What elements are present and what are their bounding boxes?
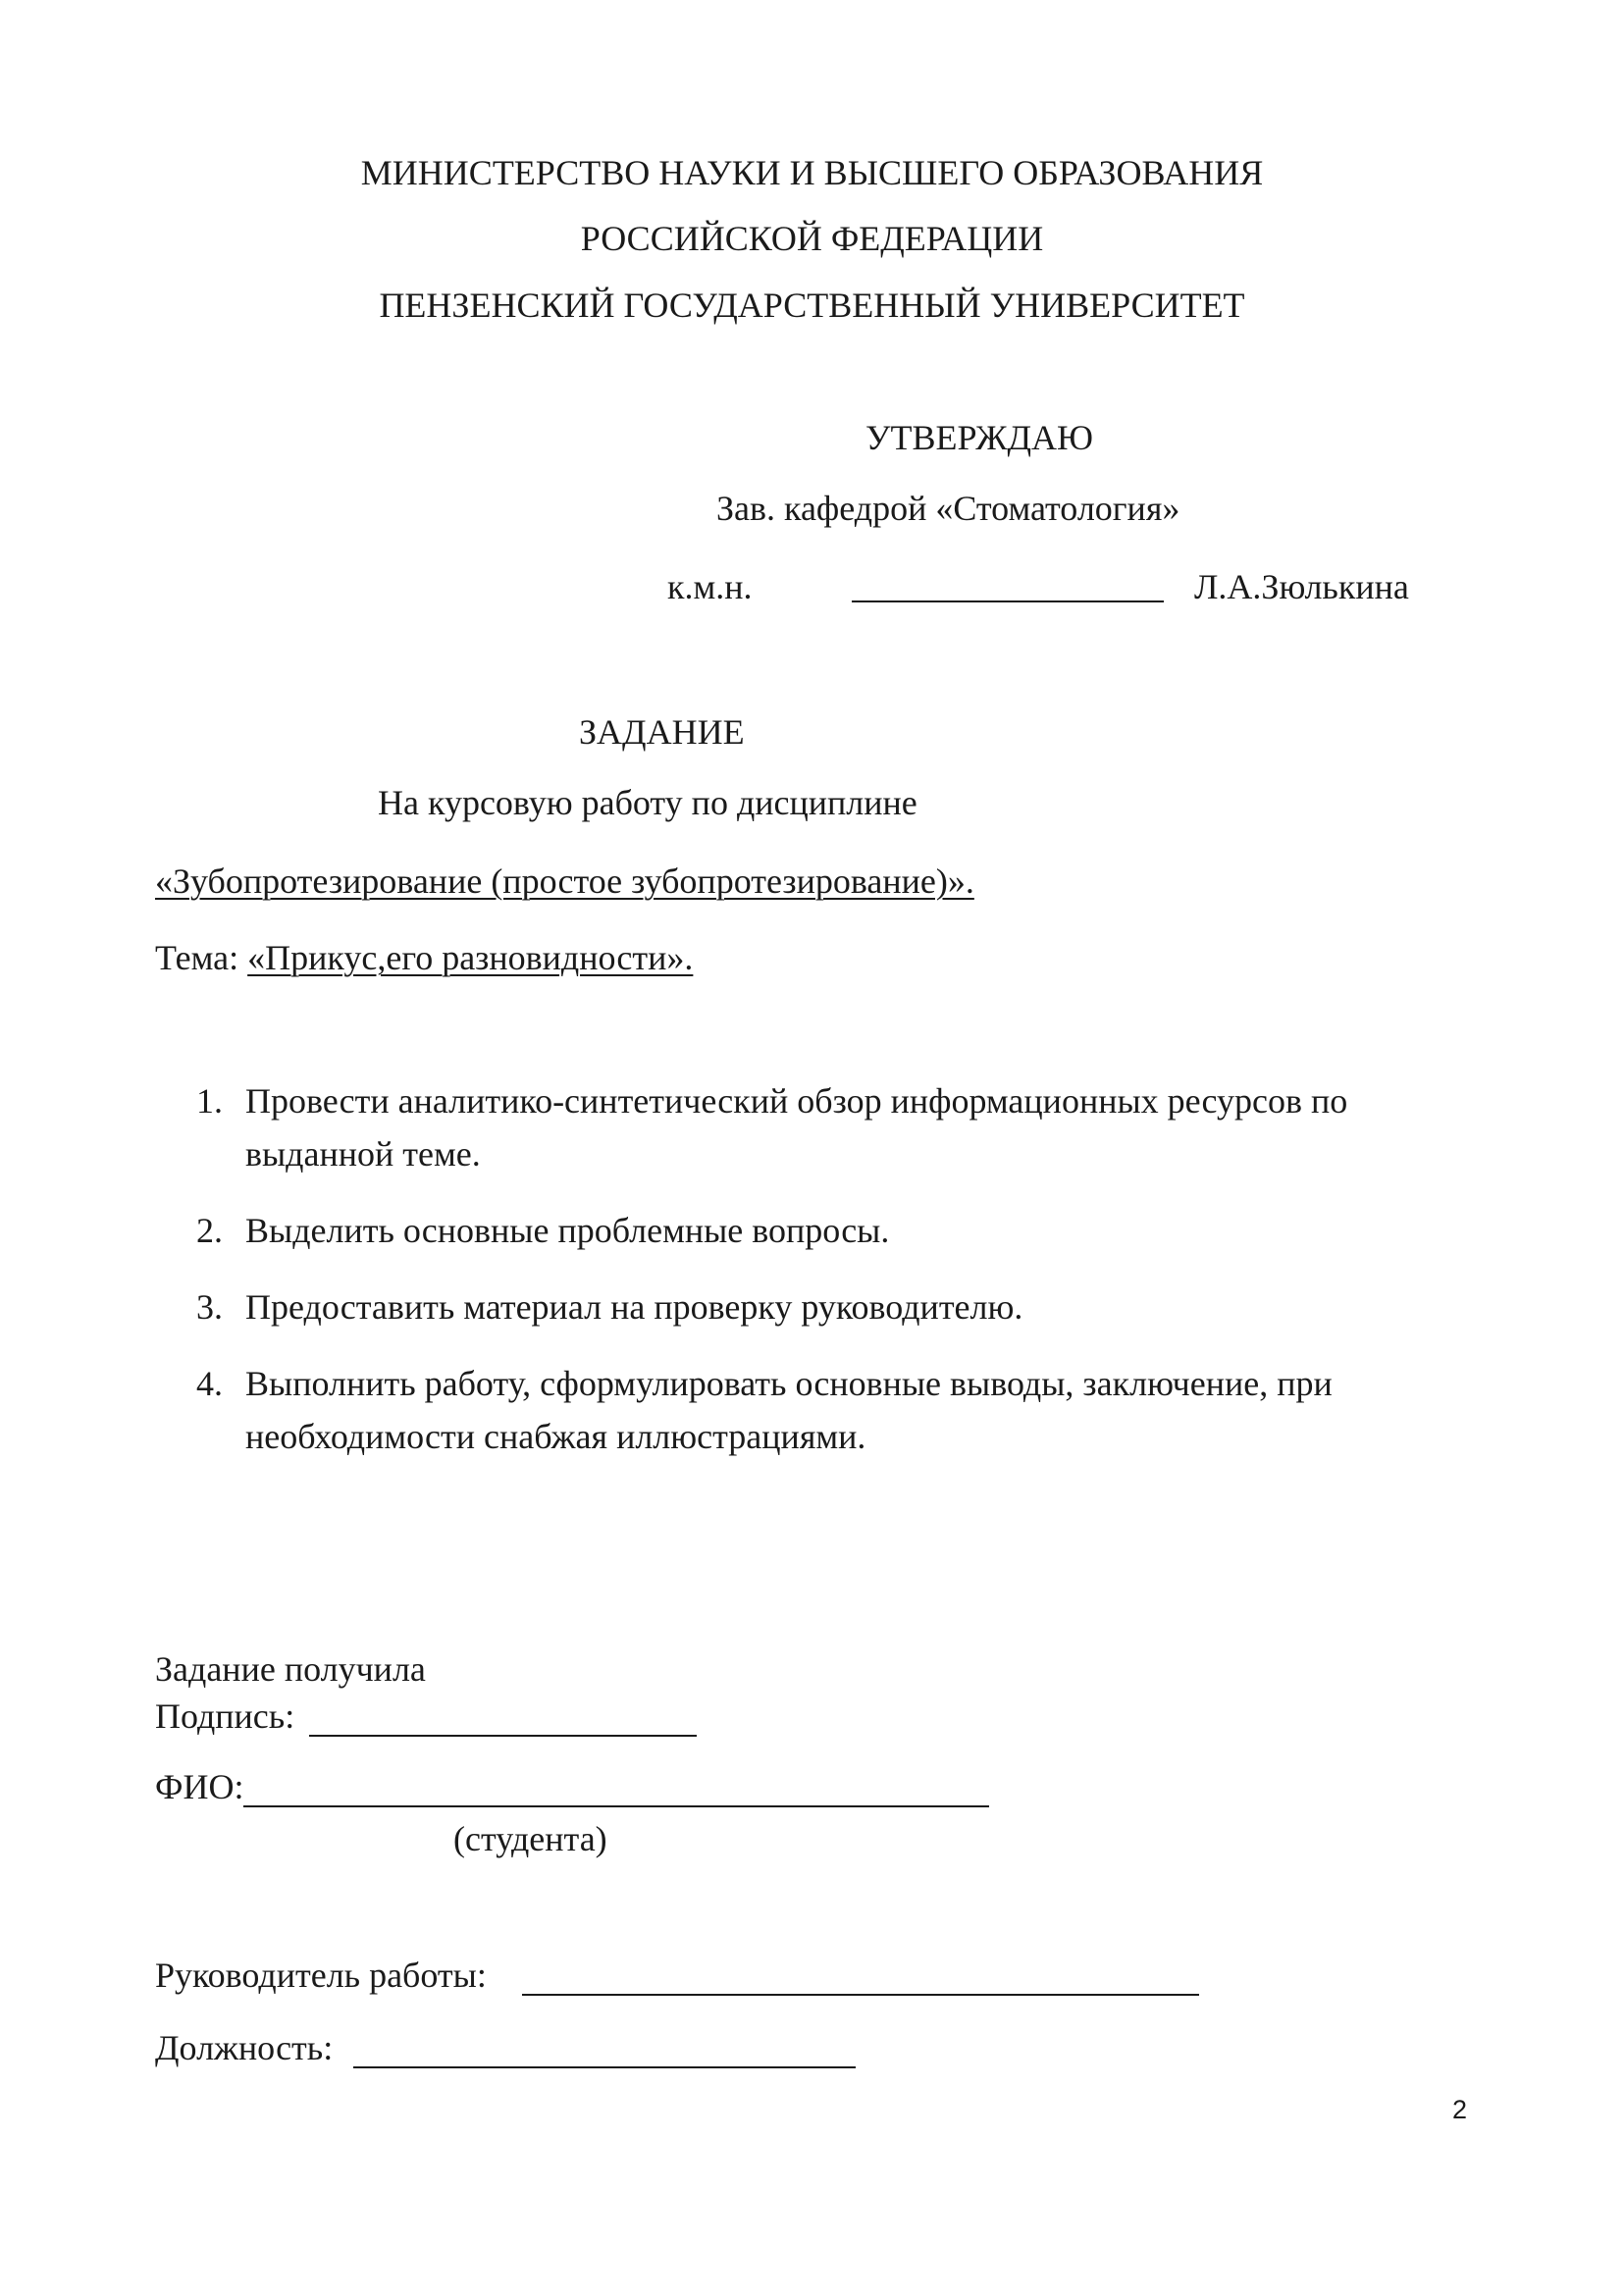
task-text: Выполнить работу, сформулировать основные выводы, заключение, при необходимости снабжая иллюстрациями. <box>245 1364 1333 1456</box>
topic-label: Тема: <box>155 938 239 977</box>
task-number: 3. <box>196 1287 223 1327</box>
position-line <box>353 2066 856 2068</box>
list-item <box>196 1280 1501 1333</box>
student-fio-line <box>243 1805 989 1807</box>
assignment-title: ЗАДАНИЕ <box>579 712 745 752</box>
academic-degree: к.м.н. <box>667 567 753 606</box>
page-number: 2 <box>1452 2095 1468 2124</box>
supervisor-label: Руководитель работы: <box>155 1956 487 1995</box>
topic-value: «Прикус,его разновидности». <box>247 938 694 977</box>
task-number: 1. <box>196 1081 223 1121</box>
discipline-name: «Зубопротезирование (простое зубопротезирование)». <box>155 861 974 901</box>
approver-name: Л.А.Зюлькина <box>1194 567 1409 606</box>
task-number: 4. <box>196 1364 223 1403</box>
task-text: Предоставить материал на проверку руководителю. <box>245 1287 1023 1327</box>
received-label: Задание получила <box>155 1649 426 1689</box>
supervisor-line <box>522 1994 1199 1996</box>
ministry-line: МИНИСТЕРСТВО НАУКИ И ВЫСШЕГО ОБРАЗОВАНИЯ <box>360 153 1264 192</box>
list-item <box>196 1357 1501 1463</box>
list-item <box>196 1074 1501 1180</box>
task-number: 2. <box>196 1211 223 1250</box>
task-text: Выделить основные проблемные вопросы. <box>245 1211 890 1250</box>
list-item <box>196 1204 1501 1257</box>
department-head: Зав. кафедрой «Стоматология» <box>716 489 1180 528</box>
student-signature-line <box>309 1735 697 1737</box>
federation-line: РОССИЙСКОЙ ФЕДЕРАЦИИ <box>580 219 1044 258</box>
university-line: ПЕНЗЕНСКИЙ ГОСУДАРСТВЕННЫЙ УНИВЕРСИТЕТ <box>379 286 1245 325</box>
assignment-subtitle: На курсовую работу по дисциплине <box>378 783 917 822</box>
approval-title: УТВЕРЖДАЮ <box>865 418 1094 457</box>
signature-label: Подпись: <box>155 1696 295 1736</box>
task-list <box>196 1074 1501 1487</box>
fio-label: ФИО: <box>155 1767 244 1806</box>
student-note: (студента) <box>453 1819 607 1858</box>
task-text: Провести аналитико-синтетический обзор информационных ресурсов по выданной теме. <box>245 1081 1348 1174</box>
approval-signature-line <box>852 600 1164 602</box>
position-label: Должность: <box>155 2028 334 2067</box>
topic-line <box>155 937 693 979</box>
